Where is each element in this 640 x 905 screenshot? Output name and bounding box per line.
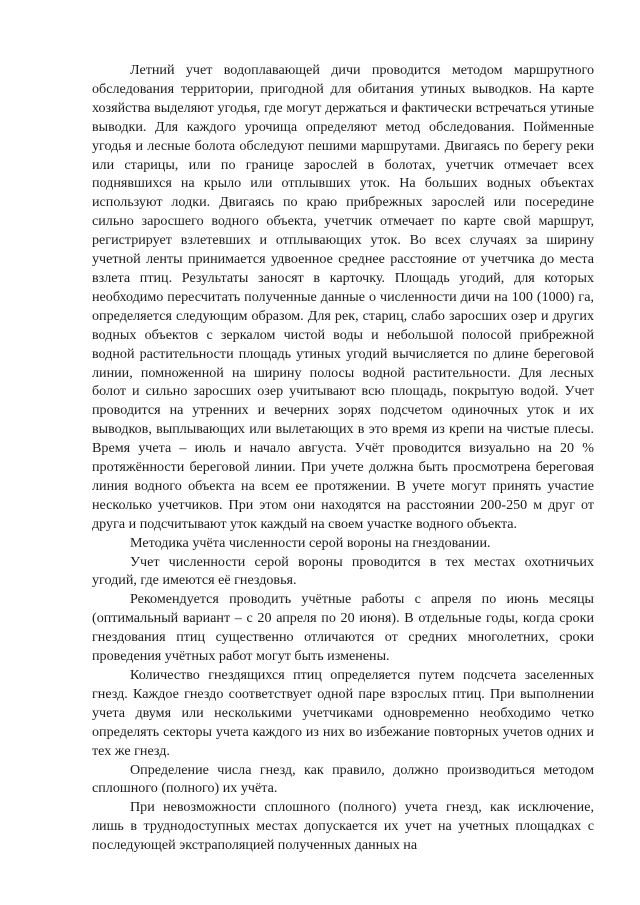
paragraph-nest-counting: Количество гнездящихся птиц определяется путем подсчета заселенных гнезд. Каждое гнездо соответствует одной паре взрослых птиц. При выполнении учета двумя или несколькими учетчиками одновременно необходимо четко определять секторы учета каждого из них во избежание повторных учетов одних и тех же гнезд. <box>92 667 594 759</box>
paragraph-waterfowl-survey: Летний учет водоплавающей дичи проводится методом маршрутного обследования территории, пригодной для обитания утиных выводков. На карте хозяйства выделяют угодья, где могут держаться и фактически встречаться утиные выводки. Для каждого урочища определяют метод обследования. Пойменные угодья и лесные болота обследуют пешими маршрутами. Двигаясь по берегу реки или старицы, или по границе зарослей в болотах, учетчик отмечает всех поднявшихся на крыло или отплывших уток. На больших водных объектах используют лодки. Двигаясь по краю прибрежных зарослей или посередине сильно заросшего водного объекта, учетчик отмечает по карте свой маршрут, регистрирует взлетевших и отплывающих уток. Во всех случаях за ширину учетной ленты принимается удвоенное среднее расстояние от учетчика до места взлета птиц. Результаты заносят в карточку. Площадь угодий, для которых необходимо пересчитать полученные данные о численности дичи на 100 (1000) га, определяется следующим образом. Для рек, стариц, слабо заросших озер и других водных объектов с зеркалом чистой воды и небольшой полосой прибрежной водной растительности площадь утиных угодий вычисляется по длине береговой линии, помноженной на ширину полосы водной растительности. Для лесных болот и сильно заросших озер учитывают всю площадь, покрытую водой. Учет проводится на утренних и вечерних зорях подсчетом одиночных уток и их выводков, выплывающих или вылетающих в это время из крепи на чистые плесы. Время учета – июль и начало августа. Учёт проводится визуально на 20 % протяжённости береговой линии. При учете должна быть просмотрена береговая линия водного объекта на всем ее протяжении. В учете могут принять участие несколько учетчиков. При этом они находятся на расстоянии 200-250 м друг от друга и подсчитывают уток каждый на своем участке водного объекта. <box>92 62 594 532</box>
paragraph-sample-plots: При невозможности сплошного (полного) учета гнезд, как исключение, лишь в труднодоступных местах допускается их учет на учетных площадках с последующей экстраполяцией полученных данных на <box>92 799 594 854</box>
document-body <box>92 61 594 855</box>
paragraph-survey-timing: Рекомендуется проводить учётные работы с апреля по июнь месяцы (оптимальный вариант – с 20 апреля по 20 июня). В отдельные годы, когда сроки гнездования птиц существенно отличаются от средних многолетних, сроки проведения учётных работ могут быть изменены. <box>92 591 594 665</box>
paragraph-crow-method-heading: Методика учёта численности серой вороны на гнездовании. <box>130 534 491 551</box>
paragraph-complete-count: Определение числа гнезд, как правило, должно производиться методом сплошного (полного) их учёта. <box>92 761 594 797</box>
paragraph-crow-survey-location: Учет численности серой вороны проводится в тех местах охотничьих угодий, где имеются её гнездовья. <box>92 553 594 589</box>
